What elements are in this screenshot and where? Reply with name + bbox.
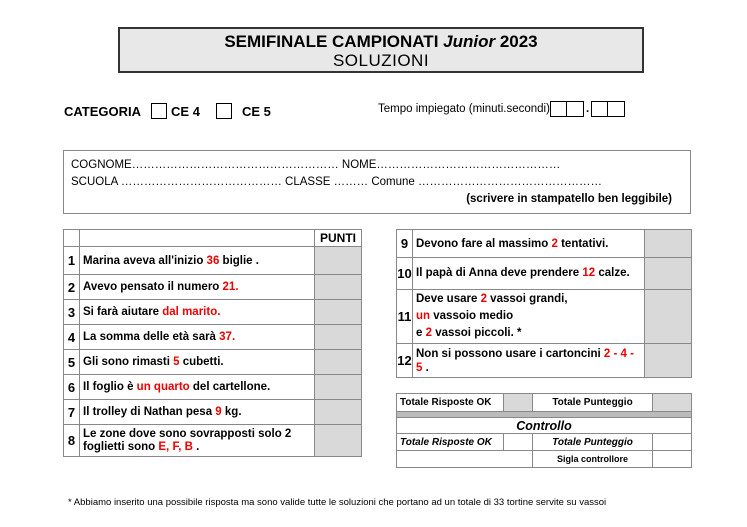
controllo-punteggio-cell[interactable] — [653, 434, 692, 451]
totals-table — [396, 393, 692, 468]
sigla-cell[interactable] — [653, 451, 692, 468]
ce5-label: CE 5 — [241, 103, 271, 119]
table-row: 7 Il trolley di Nathan pesa 9 kg. — [64, 400, 362, 425]
tempo-label: Tempo impiegato (minuti.secondi) — [378, 103, 550, 115]
seconds-box-1[interactable] — [591, 101, 608, 117]
table-row: 9 Devono fare al massimo 2 tentativi. — [397, 230, 692, 258]
stampatello-note: (scrivere in stampatello ben leggibile) — [466, 193, 672, 205]
totale-risposte-label: Totale Risposte OK — [397, 394, 504, 412]
sigla-label: Sigla controllore — [533, 451, 653, 468]
totale-punteggio-label: Totale Punteggio — [533, 394, 653, 412]
time-dot: . — [585, 103, 590, 115]
punti-cell[interactable] — [645, 230, 692, 258]
answer-8: Le zone dove sono sovrapposti solo 2 foglietti sono E, F, B . — [80, 425, 315, 457]
answer-11: Deve usare 2 vassoi grandi, un vassoio medio e 2 vassoi piccoli. * — [413, 290, 645, 344]
categoria-row — [64, 103, 271, 119]
right-answers-table — [396, 229, 692, 378]
punti-cell[interactable] — [315, 247, 362, 275]
answer-12: Non si possono usare i cartoncini 2 - 4 - 5 . — [413, 344, 645, 378]
answer-2: Avevo pensato il numero 21. — [80, 275, 315, 300]
table-row: 1 Marina aveva all'inizio 36 biglie . — [64, 247, 362, 275]
tempo-row — [378, 101, 625, 117]
left-answers-table — [63, 229, 362, 457]
scuola-line[interactable]: SCUOLA …………………………………… CLASSE ……… Comune ………………………………………… — [71, 176, 602, 188]
punti-cell[interactable] — [315, 350, 362, 375]
controllo-punteggio-label: Totale Punteggio — [533, 434, 653, 451]
title-line2: SOLUZIONI — [332, 51, 430, 70]
punti-cell[interactable] — [315, 300, 362, 325]
answer-5: Gli sono rimasti 5 cubetti. — [80, 350, 315, 375]
cognome-nome-line[interactable]: COGNOME……………………………………………… NOME………………………………………… — [71, 159, 561, 171]
table-row: 10 Il papà di Anna deve prendere 12 calze. — [397, 258, 692, 290]
punti-cell[interactable] — [315, 275, 362, 300]
table-row: 5 Gli sono rimasti 5 cubetti. — [64, 350, 362, 375]
table-row: 2 Avevo pensato il numero 21. — [64, 275, 362, 300]
answer-10: Il papà di Anna deve prendere 12 calze. — [413, 258, 645, 290]
totale-risposte-cell[interactable] — [504, 394, 533, 412]
minutes-box-2[interactable] — [567, 101, 584, 117]
punti-cell[interactable] — [315, 325, 362, 350]
punti-cell[interactable] — [645, 258, 692, 290]
answer-6: Il foglio è un quarto del cartellone. — [80, 375, 315, 400]
seconds-box-2[interactable] — [608, 101, 625, 117]
table-row: 4 La somma delle età sarà 37. — [64, 325, 362, 350]
controllo-header: Controllo — [397, 418, 692, 434]
answer-1: Marina aveva all'inizio 36 biglie . — [80, 247, 315, 275]
title-box — [118, 27, 644, 73]
table-row: 3 Si farà aiutare dal marito. — [64, 300, 362, 325]
table-row: 8 Le zone dove sono sovrapposti solo 2 foglietti sono E, F, B . — [64, 425, 362, 457]
punti-cell[interactable] — [645, 290, 692, 344]
punti-cell[interactable] — [315, 375, 362, 400]
ce5-checkbox[interactable] — [216, 103, 232, 119]
answer-3: Si farà aiutare dal marito. — [80, 300, 315, 325]
footnote: * Abbiamo inserito una possibile risposta ma sono valide tutte le soluzioni che portano ad un totale di 33 tortine servite su vassoi — [68, 497, 607, 508]
controllo-risposte-cell[interactable] — [504, 434, 533, 451]
ce4-label: CE 4 — [171, 103, 200, 119]
punti-header: PUNTI — [315, 230, 362, 247]
table-row: 11 Deve usare 2 vassoi grandi, un vassoio medio e 2 vassoi piccoli. * — [397, 290, 692, 344]
title-line1: SEMIFINALE CAMPIONATI Junior 2023 — [224, 32, 538, 51]
answer-4: La somma delle età sarà 37. — [80, 325, 315, 350]
categoria-label: CATEGORIA — [64, 103, 142, 119]
student-info-box — [63, 150, 691, 214]
punti-cell[interactable] — [645, 344, 692, 378]
answer-7: Il trolley di Nathan pesa 9 kg. — [80, 400, 315, 425]
table-row: 12 Non si possono usare i cartoncini 2 - 4 - 5 . — [397, 344, 692, 378]
ce4-checkbox[interactable] — [151, 103, 167, 119]
controllo-risposte-label: Totale Risposte OK — [397, 434, 504, 451]
totale-punteggio-cell[interactable] — [653, 394, 692, 412]
table-row: 6 Il foglio è un quarto del cartellone. — [64, 375, 362, 400]
answer-9: Devono fare al massimo 2 tentativi. — [413, 230, 645, 258]
punti-cell[interactable] — [315, 400, 362, 425]
minutes-box-1[interactable] — [550, 101, 567, 117]
punti-cell[interactable] — [315, 425, 362, 457]
